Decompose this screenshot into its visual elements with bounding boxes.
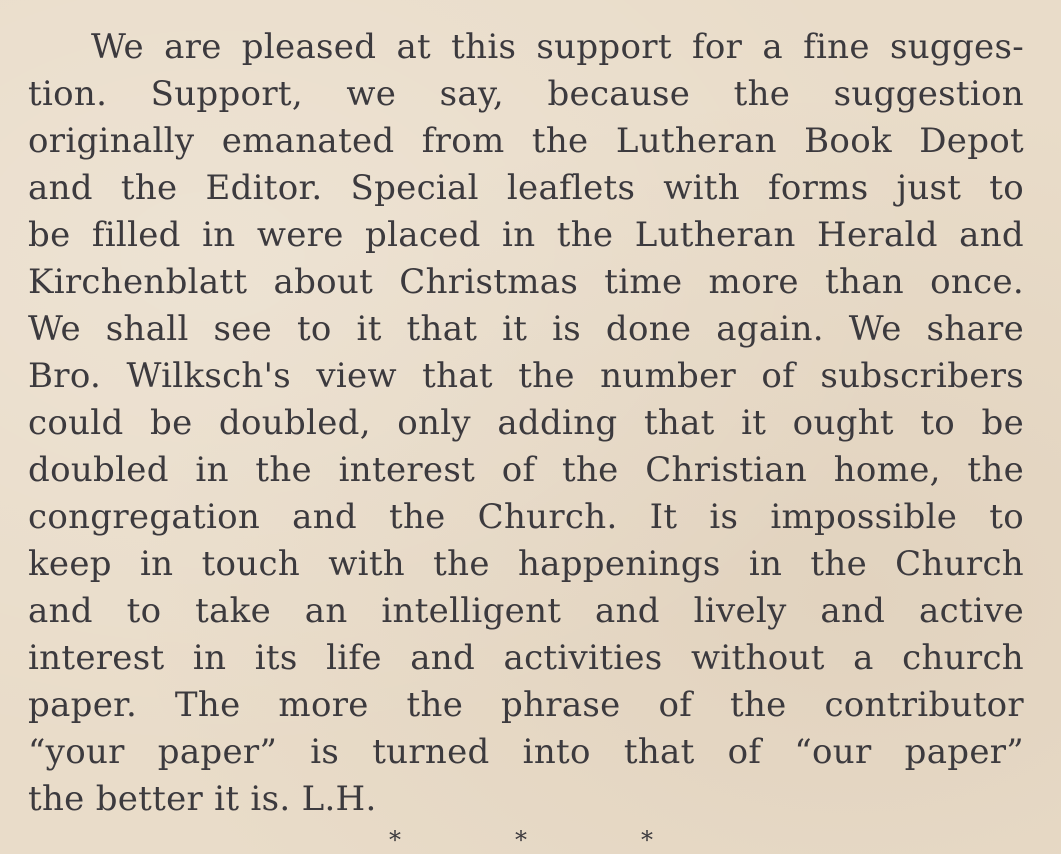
text-line: tion. Support, we say, because the suggestion (28, 74, 1024, 114)
section-separator (0, 826, 1061, 854)
separator-asterisk: * (389, 826, 401, 854)
text-line: “your paper” is turned into that of “our paper” (28, 732, 1024, 772)
text-line: congregation and the Church. It is impossible to (28, 497, 1024, 537)
text-line: be filled in were placed in the Lutheran Herald and (28, 215, 1024, 255)
text-line: doubled in the interest of the Christian home, the (28, 450, 1024, 490)
separator-asterisk: * (515, 826, 527, 854)
text-line: originally emanated from the Lutheran Book Depot (28, 121, 1024, 161)
text-line: We shall see to it that it is done again. We share (28, 309, 1024, 349)
text-line: keep in touch with the happenings in the Church (28, 544, 1024, 584)
separator-asterisk: * (641, 826, 653, 854)
text-line: Bro. Wilksch's view that the number of subscribers (28, 356, 1024, 396)
text-line: Kirchenblatt about Christmas time more than once. (28, 262, 1024, 302)
text-line: and to take an intelligent and lively and active (28, 591, 1024, 631)
text-line: and the Editor. Special leaflets with forms just to (28, 168, 1024, 208)
text-line: paper. The more the phrase of the contributor (28, 685, 1024, 725)
text-line: could be doubled, only adding that it ought to be (28, 403, 1024, 443)
article-text (28, 24, 1024, 823)
text-line: interest in its life and activities without a church (28, 638, 1024, 678)
text-line-signature: the better it is. L.H. (28, 779, 377, 819)
text-line: We are pleased at this support for a fine sugges- (91, 27, 1024, 67)
